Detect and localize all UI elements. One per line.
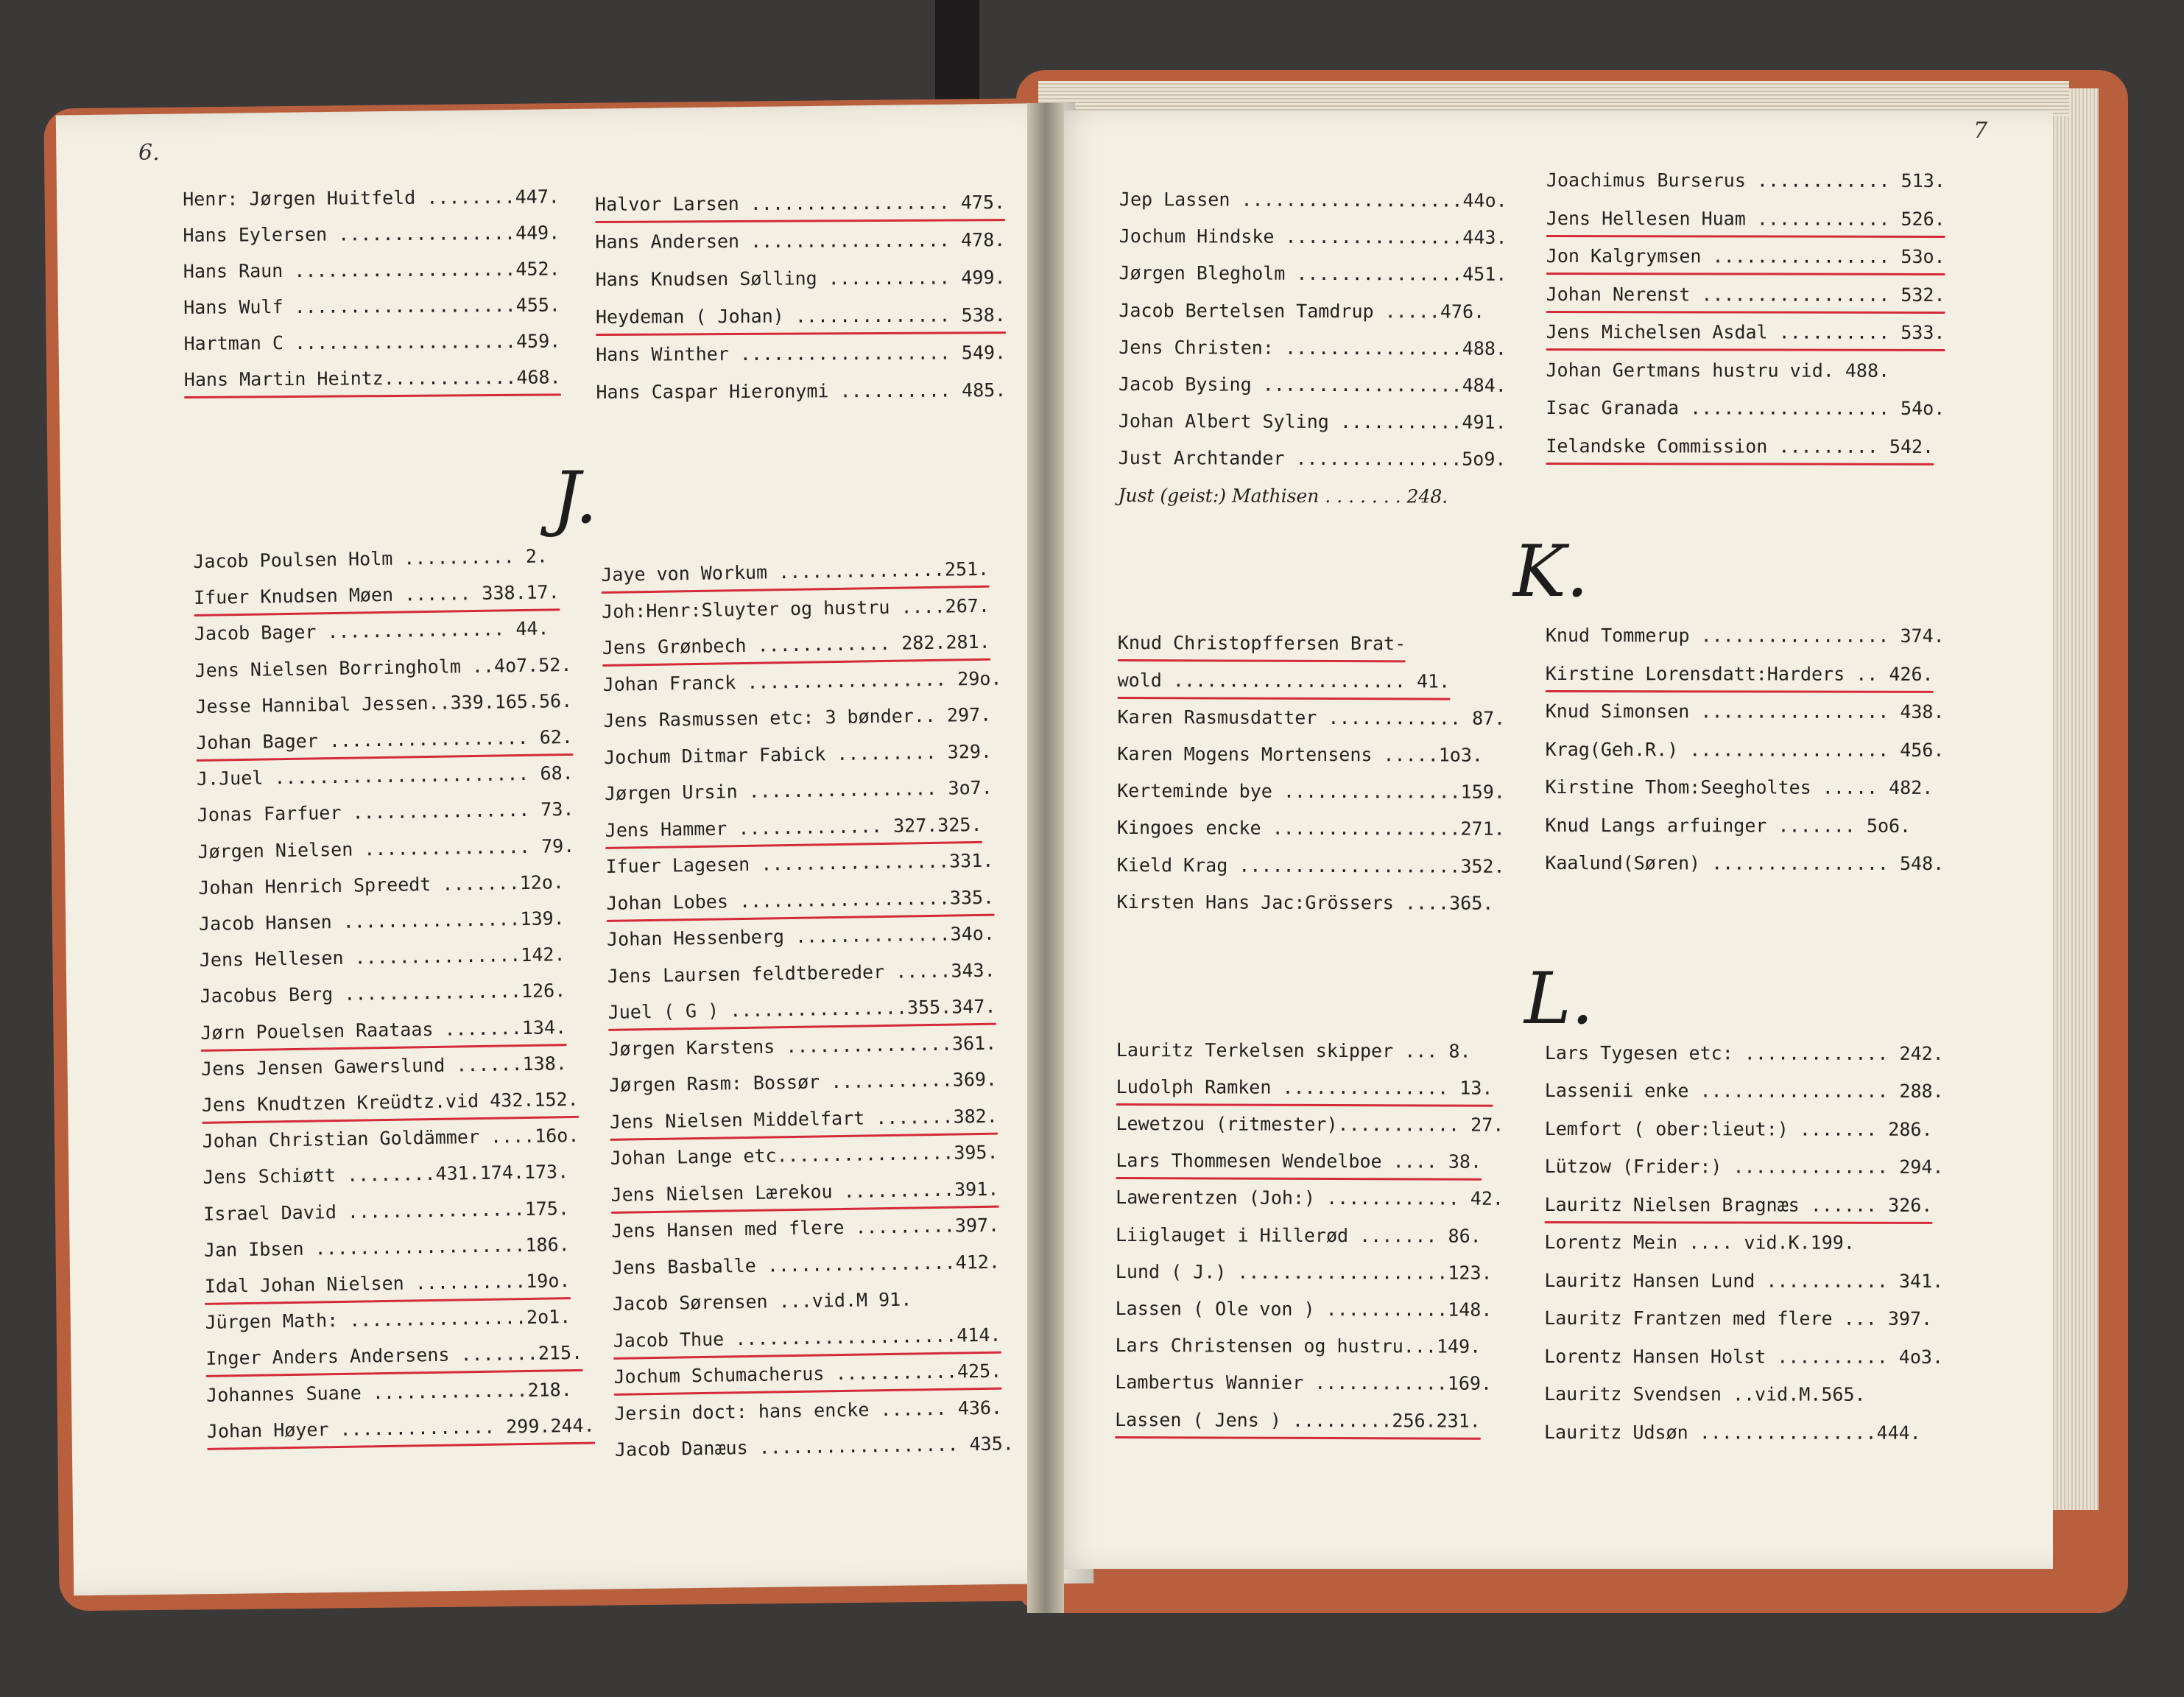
index-entry: Ludolph Ramken ............... 13.	[1116, 1070, 1493, 1109]
index-entry: Lassen ( Jens ) .........256.231.	[1115, 1403, 1481, 1441]
index-entry: Jonas Farfuer ................ 73.	[197, 798, 574, 826]
index-entry: Hans Raun ....................452.	[183, 258, 560, 282]
index-entry: Jens Hansen med flere .........397.	[611, 1214, 1000, 1242]
index-entry: Kirstine Thom:Seegholtes ..... 482.	[1545, 776, 1934, 798]
index-entry: Isac Granada .................. 54o.	[1546, 396, 1945, 419]
index-entry: Lorentz Mein .... vid.K.199.	[1544, 1231, 1855, 1254]
index-entry: Hans Winther ................... 549.	[596, 342, 1007, 365]
index-entry: Ifuer Lagesen .................331.	[605, 849, 994, 877]
index-entry: Hans Andersen .................. 478.	[595, 229, 1006, 253]
index-entry: Johan Henrich Spreedt .......12o.	[198, 871, 565, 899]
index-entry: Johan Albert Syling ...........491.	[1118, 410, 1507, 434]
index-entry: Karen Rasmusdatter ............ 87.	[1117, 706, 1506, 729]
index-entry: Hans Eylersen ................449.	[183, 222, 560, 246]
index-entry: Johan Bager .................. 62.	[196, 720, 573, 763]
index-entry: Jon Kalgrymsen ................ 53o.	[1546, 239, 1945, 277]
index-entry: Lützow (Frider:) .............. 294.	[1544, 1155, 1944, 1178]
index-entry: Lauritz Svendsen ..vid.M.565.	[1544, 1382, 1866, 1405]
index-entry: Jacob Poulsen Holm .......... 2.	[193, 545, 549, 572]
index-entry: Johan Lange etc................395.	[610, 1141, 998, 1169]
index-entry: Just (geist:) Mathisen . . . . . . . 248.	[1118, 484, 1448, 507]
index-entry: Johan Høyer .............. 299.244.	[207, 1408, 596, 1451]
index-entry: J.Juel ....................... 68.	[196, 762, 574, 790]
index-entry: Jacob Bager ................ 44.	[194, 617, 549, 645]
index-entry: Jochum Hindske ................443.	[1119, 225, 1507, 249]
index-entry: Kield Krag ....................352.	[1116, 854, 1505, 877]
index-entry: Jens Laursen feldtbereder .....343.	[607, 959, 996, 987]
index-entry: Jacob Bysing ..................484.	[1118, 373, 1507, 396]
index-entry: Joachimus Burserus ............ 513.	[1546, 169, 1945, 192]
index-entry: Inger Anders Andersens .......215.	[205, 1336, 582, 1379]
index-entry: Halvor Larsen .................. 475.	[595, 186, 1005, 225]
index-entry: Jochum Schumacherus ...........425.	[613, 1355, 1002, 1397]
index-entry: Jens Rasmussen etc: 3 bønder.. 297.	[603, 703, 992, 731]
index-entry: Jens Hellesen Huam ............ 526.	[1546, 201, 1945, 239]
index-entry: Jørn Pouelsen Raataas .......134.	[200, 1011, 566, 1053]
index-entry: Lawerentzen (Joh:) ............ 42.	[1116, 1187, 1504, 1210]
index-entry: Lars Thommesen Wendelboe .... 38.	[1116, 1144, 1482, 1182]
index-entry: Lars Tygesen etc: ............. 242.	[1544, 1041, 1944, 1064]
index-entry: Johannes Suane ..............218.	[205, 1378, 572, 1406]
index-entry: Jens Basballe .................412.	[611, 1251, 1001, 1279]
index-entry: Knud Langs arfuinger ....... 5o6.	[1545, 814, 1912, 837]
index-entry: Hans Knudsen Sølling ........... 499.	[595, 267, 1006, 290]
index-entry: Lambertus Wannier ............169.	[1115, 1371, 1493, 1395]
index-entry: Kirsten Hans Jac:Grössers ....365.	[1116, 890, 1494, 914]
index-entry: Jürgen Math: ................2o1.	[205, 1306, 571, 1334]
index-entry: Jørgen Nielsen ............... 79.	[197, 835, 575, 862]
index-entry: Idal Johan Nielsen ..........19o.	[204, 1264, 570, 1307]
index-entry: Jens Grønbech ............ 282.281.	[602, 625, 991, 668]
index-entry: Jacob Bertelsen Tamdrup .....476.	[1119, 299, 1485, 323]
index-entry: Jens Nielsen Middelfart .......382.	[610, 1099, 998, 1142]
index-entry: Jens Michelsen Asdal .......... 533.	[1546, 315, 1945, 353]
section-letter-l: L.	[1524, 958, 1594, 1040]
index-entry: Henr: Jørgen Huitfeld ........447.	[183, 186, 560, 210]
index-entry: Jochum Ditmar Fabick ......... 329.	[604, 740, 993, 768]
index-entry: Lauritz Nielsen Bragnæs ...... 326.	[1544, 1187, 1932, 1225]
index-entry: Johan Gertmans hustru vid. 488.	[1546, 359, 1890, 382]
index-entry: Johan Franck .................. 29o.	[602, 667, 1002, 695]
index-entry: Kaalund(Søren) ................ 548.	[1545, 851, 1945, 874]
index-entry: Johan Nerenst ................. 532.	[1546, 277, 1945, 315]
index-entry: Jens Schiøtt ........431.174.173.	[202, 1161, 569, 1189]
index-entry: Lauritz Frantzen med flere ... 397.	[1544, 1307, 1933, 1329]
index-entry: Lars Christensen og hustru...149.	[1115, 1335, 1482, 1357]
index-entry: Jaye von Workum ...............251.	[601, 552, 990, 595]
index-entry: Johan Lobes ...................335.	[606, 880, 995, 923]
index-entry: Lauritz Terkelsen skipper ... 8.	[1116, 1039, 1471, 1062]
index-entry: Ifuer Knudsen Møen ...... 338.17.	[194, 575, 560, 618]
index-entry: Jacob Hansen ................139.	[198, 907, 565, 935]
index-entry: Jørgen Karstens ...............361.	[608, 1032, 997, 1060]
gutter	[1027, 103, 1064, 1613]
page-edges	[2047, 88, 2099, 1510]
page-number-right: 7	[1973, 118, 1988, 144]
index-entry: Kingoes encke .................271.	[1116, 817, 1505, 840]
index-entry: Lassenii enke ................. 288.	[1544, 1079, 1944, 1102]
index-entry: Jens Jensen Gawerslund ......138.	[200, 1052, 568, 1080]
index-entry: Jep Lassen ....................44o.	[1119, 188, 1507, 211]
index-entry: Jacob Sørensen ...vid.M 91.	[612, 1288, 912, 1315]
index-entry: Jørgen Blegholm ...............451.	[1119, 262, 1507, 286]
index-entry: Israel David ................175.	[203, 1197, 570, 1225]
index-entry: Jacob Thue ....................414.	[613, 1318, 1001, 1360]
index-entry: Lauritz Udsøn ................444.	[1543, 1421, 1921, 1444]
index-entry: Just Archtander ...............5o9.	[1118, 447, 1507, 471]
index-entry: Jens Nielsen Borringholm ..4o7.52.	[194, 653, 572, 681]
index-entry: Knud Tommerup ................. 374.	[1545, 624, 1945, 647]
index-entry: Jacobus Berg ................126.	[200, 980, 566, 1008]
index-entry: Jan Ibsen ...................186.	[203, 1233, 570, 1261]
index-entry: Jacob Danæus .................. 435.	[614, 1433, 1015, 1461]
index-entry: Juel ( G ) ................355.347.	[607, 990, 996, 1033]
section-letter-k: K.	[1513, 530, 1589, 613]
index-entry: wold ..................... 41.	[1118, 664, 1451, 702]
index-entry: Johan Hessenberg ..............34o.	[606, 922, 996, 950]
index-entry: Jens Knudtzen Kreüdtz.vid 432.152.	[202, 1083, 579, 1125]
index-entry: Heydeman ( Johan) .............. 538.	[596, 298, 1006, 337]
index-entry: Jens Hammer ............. 327.325.	[605, 807, 982, 850]
index-entry: Knud Christopffersen Brat-	[1118, 626, 1406, 664]
index-entry: Jesse Hannibal Jessen..339.165.56.	[195, 689, 573, 717]
index-entry: Lassen ( Ole von ) ...........148.	[1115, 1297, 1493, 1321]
index-entry: Jens Nielsen Lærekou ..........391.	[610, 1172, 999, 1215]
index-entry: Ielandske Commission ......... 542.	[1546, 429, 1934, 466]
section-letter-j: J.	[552, 457, 598, 539]
background-strip	[935, 0, 979, 110]
index-entry: Kerteminde bye ................159.	[1117, 780, 1505, 804]
index-entry: Jens Hellesen ...............142.	[199, 944, 566, 972]
index-entry: Johan Christian Goldämmer ....16o.	[202, 1125, 580, 1153]
index-entry: Lauritz Hansen Lund ........... 341.	[1544, 1269, 1944, 1292]
index-entry: Jørgen Rasm: Bossør ...........369.	[609, 1068, 998, 1096]
index-entry: Liiglauget i Hillerød ....... 86.	[1115, 1223, 1482, 1247]
index-entry: Krag(Geh.R.) .................. 456.	[1545, 738, 1945, 761]
index-entry: Jørgen Ursin ................. 3o7.	[604, 776, 993, 804]
index-entry: Hans Caspar Hieronymi .......... 485.	[596, 379, 1007, 403]
index-entry: Lemfort ( ober:lieut:) ....... 286.	[1544, 1117, 1933, 1140]
index-entry: Lewetzou (ritmester)........... 27.	[1116, 1112, 1504, 1136]
index-entry: Hans Wulf ....................455.	[183, 294, 561, 318]
page-number-left: 6.	[138, 140, 160, 166]
index-entry: Jens Christen: ................488.	[1119, 336, 1507, 359]
index-entry: Hans Martin Heintz............468.	[184, 360, 561, 400]
index-entry: Kirstine Lorensdatt:Harders .. 426.	[1546, 656, 1934, 694]
index-entry: Knud Simonsen ................. 438.	[1545, 700, 1945, 723]
index-entry: Hartman C ....................459.	[183, 330, 561, 354]
index-entry: Lund ( J.) ...................123.	[1115, 1260, 1493, 1284]
index-entry: Jersin doct: hans encke ...... 436.	[614, 1396, 1003, 1424]
index-entry: Joh:Henr:Sluyter og hustru ....267.	[601, 594, 990, 622]
index-entry: Karen Mogens Mortensens .....1o3.	[1117, 742, 1484, 766]
index-entry: Lorentz Hansen Holst .......... 4o3.	[1544, 1345, 1944, 1368]
